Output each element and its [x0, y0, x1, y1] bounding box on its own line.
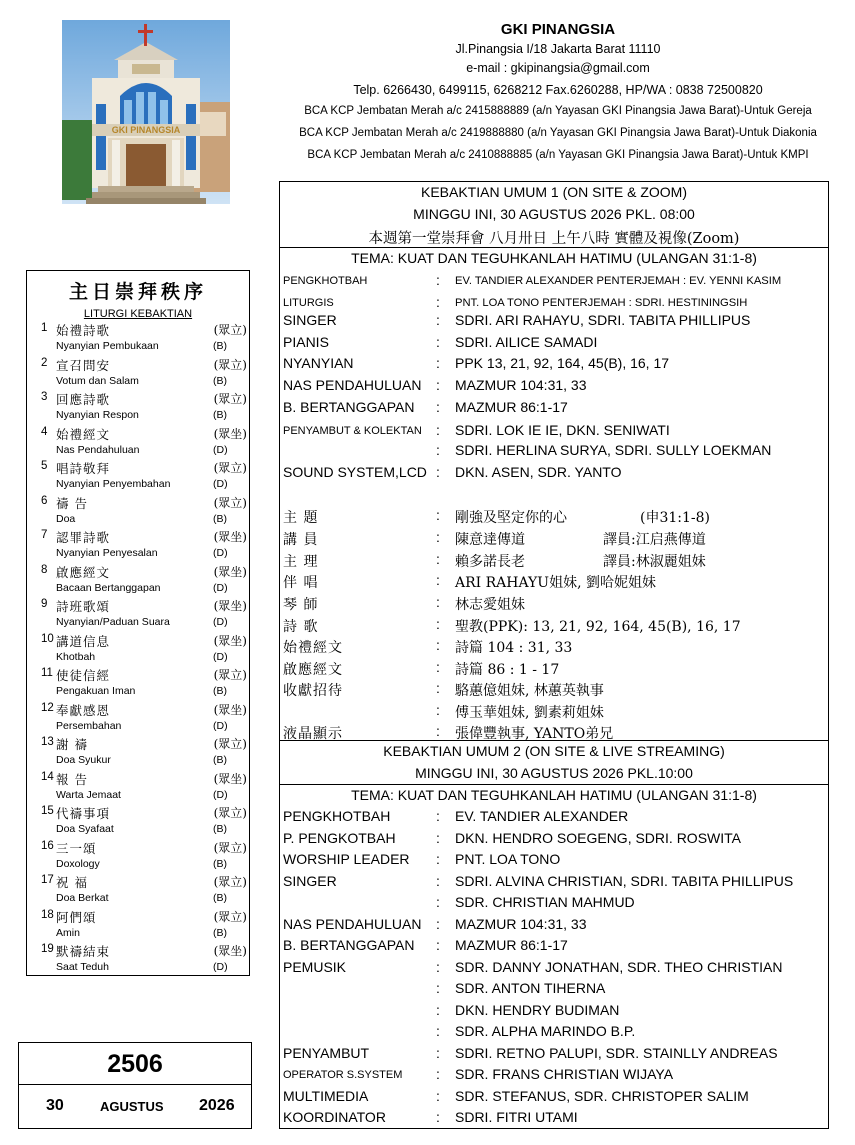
liturgy-item-number: 10: [41, 632, 54, 645]
bulletin-month: AGUSTUS: [100, 1099, 164, 1114]
liturgy-item-posture: (眾立): [213, 875, 247, 889]
liturgy-item-code: (D): [213, 478, 228, 490]
role-separator: :: [436, 959, 440, 975]
liturgy-item: [27, 528, 251, 563]
liturgy-item-posture: (眾立): [213, 392, 247, 406]
liturgy-item-code: (B): [213, 374, 227, 387]
role-separator: :: [436, 355, 440, 371]
role-separator: :: [436, 442, 440, 458]
role-value: SDRI. HERLINA SURYA, SDRI. SULLY LOEKMAN: [455, 442, 772, 458]
liturgy-item-number: 3: [41, 391, 48, 403]
role-row: [280, 422, 828, 443]
liturgy-item-chinese: 奉獻感恩: [56, 702, 111, 718]
role-value: SDRI. ARI RAHAYU, SDRI. TABITA PHILLIPUS: [455, 312, 751, 328]
liturgy-item-code: (D): [213, 547, 228, 559]
liturgy-item: [27, 597, 251, 632]
role-label: SINGER: [283, 312, 337, 328]
church-header: [278, 20, 838, 166]
role-separator: :: [436, 1045, 440, 1061]
liturgy-item-posture: (眾坐): [213, 530, 247, 544]
role-separator: :: [436, 702, 440, 718]
role-value: DKN. HENDRY BUDIMAN: [455, 1002, 620, 1018]
role-value: SDR. DANNY JONATHAN, SDR. THEO CHRISTIAN: [455, 959, 783, 975]
role-separator: :: [436, 551, 440, 567]
liturgy-item-indonesian: Amin: [56, 926, 80, 939]
liturgy-item-indonesian: Doa Syukur: [56, 754, 111, 766]
liturgy-item-indonesian: Saat Teduh: [56, 961, 109, 973]
role-value: 賴多諾長老: [455, 554, 525, 570]
role-separator: :: [436, 1109, 440, 1125]
bulletin-number: 2506: [19, 1043, 251, 1085]
role-separator: :: [436, 830, 440, 846]
liturgy-item-chinese: 回應詩歌: [56, 392, 111, 407]
role-row: [280, 680, 828, 701]
church-email: e-mail : gkipinangsia@gmail.com: [466, 61, 650, 75]
role-value: 林志愛姐妹: [455, 597, 525, 613]
role-label: PENYAMBUT & KOLEKTAN: [283, 425, 422, 437]
liturgy-item-number: 2: [41, 356, 48, 369]
role-label: P. PENGKOTBAH: [283, 830, 396, 846]
liturgy-item-chinese: 使徒信經: [56, 668, 111, 683]
liturgy-item: [27, 459, 251, 494]
service-schedule-panel: [279, 181, 829, 1129]
role-label: 琴 師: [283, 597, 319, 613]
liturgy-item-code: (D): [213, 650, 228, 663]
liturgy-item-posture: (眾坐): [213, 633, 247, 648]
liturgy-title: 主日崇拜秩序: [68, 281, 207, 303]
liturgy-item-code: (B): [213, 857, 227, 870]
role-label: NAS PENDAHULUAN: [283, 377, 422, 393]
role-row: [280, 1045, 828, 1066]
liturgy-item-code: (B): [213, 823, 227, 835]
role-row: [280, 702, 828, 723]
liturgy-item-indonesian: Pengakuan Iman: [56, 685, 136, 697]
church-address: Jl.Pinangsia I/18 Jakarta Barat 11110: [455, 42, 661, 56]
role-value: MAZMUR 104:31, 33: [455, 916, 587, 932]
liturgy-item-number: 4: [41, 425, 48, 438]
role-label: LITURGIS: [283, 297, 334, 309]
liturgy-item-indonesian: Khotbah: [56, 650, 96, 663]
liturgy-item-chinese: 報 告: [56, 771, 88, 787]
role-separator: :: [436, 1088, 440, 1104]
role-separator: :: [436, 399, 440, 415]
liturgy-item-number: 9: [41, 598, 48, 610]
role-separator: :: [436, 680, 440, 696]
liturgy-item: [27, 356, 251, 391]
liturgy-item-posture: (眾坐): [213, 564, 247, 579]
role-separator: :: [436, 1023, 440, 1039]
role-row: [280, 377, 828, 398]
role-value: SDRI. AILICE SAMADI: [455, 334, 598, 350]
liturgy-item-number: 16: [41, 839, 54, 852]
role-row: [280, 1109, 828, 1130]
liturgy-item-posture: (眾立): [213, 806, 247, 820]
liturgy-item-posture: (眾立): [213, 909, 247, 924]
role-row: [280, 851, 828, 872]
liturgy-subtitle: LITURGI KEBAKTIAN: [83, 308, 193, 320]
divider: [280, 784, 828, 785]
liturgy-item-code: (B): [213, 340, 227, 352]
liturgy-item-indonesian: Nyanyian Penyesalan: [56, 547, 158, 559]
bulletin-date: [19, 1085, 251, 1129]
role-separator: :: [436, 507, 440, 523]
role-label: B. BERTANGGAPAN: [283, 399, 415, 415]
liturgy-item-number: 17: [41, 874, 54, 886]
service1-datetime: MINGGU INI, 30 AGUSTUS 2026 PKL. 08:00: [413, 206, 695, 222]
role-row: [280, 507, 828, 528]
role-row: [280, 334, 828, 355]
liturgy-item-posture: (眾立): [213, 357, 247, 372]
role-row: [280, 916, 828, 937]
role-row: [280, 272, 828, 293]
liturgy-item-code: (B): [213, 754, 227, 766]
role-separator: :: [436, 464, 440, 480]
liturgy-item: [27, 942, 251, 977]
bank-line-gereja: BCA KCP Jembatan Merah a/c 2415888889 (a/n Yayasan GKI Pinangsia Jawa Barat)-Untuk Gereja: [304, 105, 812, 117]
role-separator: :: [436, 723, 440, 739]
liturgy-item-indonesian: Doa Berkat: [56, 892, 109, 904]
liturgy-item-number: 12: [41, 701, 54, 714]
role-extra: 譯員:江启燕傳道: [603, 532, 706, 548]
role-row: [280, 1066, 828, 1087]
liturgy-item-chinese: 阿們頌: [56, 909, 97, 925]
liturgy-item-number: 13: [41, 736, 54, 748]
liturgy-item: [27, 494, 251, 529]
bulletin-year: 2026: [199, 1097, 235, 1114]
role-value: 傅玉華姐妹, 劉素莉姐妹: [455, 705, 604, 721]
liturgy-item-number: 8: [41, 563, 48, 576]
service2-title: KEBAKTIAN UMUM 2 (ON SITE & LIVE STREAMING): [383, 743, 725, 759]
role-value: EV. TANDIER ALEXANDER PENTERJEMAH : EV. YENNI KASIM: [455, 275, 782, 287]
liturgy-item-code: (D): [213, 443, 228, 456]
liturgy-item-chinese: 認罪詩歌: [56, 530, 111, 545]
role-row: [280, 808, 828, 829]
liturgy-item: [27, 632, 251, 667]
service2-theme: TEMA: KUAT DAN TEGUHKANLAH HATIMU (ULANGAN 31:1-8): [351, 787, 757, 803]
liturgy-item: [27, 321, 251, 356]
liturgy-item-indonesian: Bacaan Bertanggapan: [56, 581, 161, 594]
role-row: [280, 616, 828, 637]
liturgy-item-posture: (眾立): [213, 461, 247, 475]
role-separator: :: [436, 659, 440, 675]
role-value: SDRI. ALVINA CHRISTIAN, SDRI. TABITA PHILLIPUS: [455, 873, 794, 889]
role-row: [280, 980, 828, 1001]
liturgy-item-chinese: 始禮詩歌: [56, 323, 111, 338]
role-separator: :: [436, 572, 440, 588]
role-label: 收獻招待: [283, 683, 343, 699]
liturgy-item-posture: (眾立): [213, 495, 247, 510]
role-label: NAS PENDAHULUAN: [283, 916, 422, 932]
role-separator: :: [436, 334, 440, 350]
role-value: 剛強及堅定你的心: [455, 510, 567, 526]
liturgy-item-indonesian: Nas Pendahuluan: [56, 443, 140, 456]
role-label: 主 題: [283, 510, 319, 526]
liturgy-item-code: (D): [213, 616, 228, 628]
church-building-image: [62, 20, 230, 204]
role-value: MAZMUR 104:31, 33: [455, 377, 587, 393]
role-row: [280, 637, 828, 658]
liturgy-item-number: 15: [41, 805, 54, 817]
liturgy-item-indonesian: Nyanyian Penyembahan: [56, 478, 171, 490]
role-label: NYANYIAN: [283, 355, 354, 371]
role-value: DKN. HENDRO SOEGENG, SDRI. ROSWITA: [455, 830, 741, 846]
role-value: SDR. FRANS CHRISTIAN WIJAYA: [455, 1066, 674, 1082]
liturgy-item-chinese: 始禮經文: [56, 426, 111, 442]
liturgy-item-code: (D): [213, 788, 228, 801]
liturgy-item-posture: (眾坐): [213, 702, 247, 717]
liturgy-item-code: (D): [213, 961, 228, 973]
liturgy-item-code: (B): [213, 926, 227, 939]
bank-line-diakonia: BCA KCP Jembatan Merah a/c 2419888880 (a/n Yayasan GKI Pinangsia Jawa Barat)-Untuk Diakonia: [299, 127, 817, 139]
liturgy-list: [27, 321, 251, 977]
bulletin-number-box: [18, 1042, 252, 1129]
role-separator: :: [436, 529, 440, 545]
liturgy-item-chinese: 唱詩敬拜: [56, 461, 111, 476]
role-row: [280, 659, 828, 680]
liturgy-item-chinese: 三一頌: [56, 840, 97, 856]
role-value: ARI RAHAYU姐妹, 劉哈妮姐妹: [455, 575, 656, 591]
role-row: [280, 873, 828, 894]
liturgy-item-number: 11: [41, 667, 53, 679]
role-row: [280, 551, 828, 572]
liturgy-item-code: (D): [213, 581, 228, 594]
role-separator: :: [436, 894, 440, 910]
role-label: 啟應經文: [283, 662, 343, 678]
liturgy-item-posture: (眾立): [213, 737, 247, 751]
role-value: SDR. ANTON TIHERNA: [455, 980, 606, 996]
role-row: [280, 529, 828, 550]
liturgy-item-indonesian: Persembahan: [56, 719, 122, 732]
role-value: DKN. ASEN, SDR. YANTO: [455, 464, 622, 480]
role-row: [280, 937, 828, 958]
role-value: 陳意達傳道: [455, 532, 525, 548]
role-row: [280, 464, 828, 485]
church-phone: Telp. 6266430, 6499115, 6268212 Fax.6260288, HP/WA : 0838 72500820: [353, 83, 763, 97]
church-name: GKI PINANGSIA: [500, 21, 616, 38]
role-separator: :: [436, 377, 440, 393]
role-row: [280, 830, 828, 851]
liturgy-item-chinese: 講道信息: [56, 633, 111, 649]
role-label: KOORDINATOR: [283, 1109, 386, 1125]
role-row: [280, 1023, 828, 1044]
liturgy-item: [27, 804, 251, 839]
role-separator: :: [436, 422, 440, 438]
church-sign: GKI PINANGSIA: [111, 125, 181, 135]
liturgy-item-number: 19: [41, 943, 54, 955]
liturgy-item-number: 1: [41, 322, 48, 334]
bulletin-day: 30: [46, 1097, 64, 1114]
role-row: [280, 594, 828, 615]
liturgy-item: [27, 839, 251, 874]
role-separator: :: [436, 851, 440, 867]
liturgy-item: [27, 563, 251, 598]
role-separator: :: [436, 1066, 440, 1082]
role-value: SDR. STEFANUS, SDR. CHRISTOPER SALIM: [455, 1088, 749, 1104]
service1-theme: TEMA: KUAT DAN TEGUHKANLAH HATIMU (ULANGAN 31:1-8): [351, 250, 757, 266]
liturgy-item-posture: (眾立): [213, 668, 247, 682]
liturgy-item-code: (B): [213, 892, 227, 904]
liturgy-item: [27, 425, 251, 460]
role-row: [280, 1002, 828, 1023]
liturgy-item-number: 6: [41, 494, 48, 507]
role-label: PENYAMBUT: [283, 1045, 370, 1061]
liturgy-item-number: 18: [41, 908, 54, 921]
liturgy-item: [27, 666, 251, 701]
liturgy-item-chinese: 祝 福: [56, 875, 88, 890]
service1-title: KEBAKTIAN UMUM 1 (ON SITE & ZOOM): [420, 184, 688, 200]
role-label: MULTIMEDIA: [283, 1088, 369, 1104]
liturgy-item-code: (D): [213, 719, 228, 732]
liturgy-item-chinese: 謝 禱: [56, 737, 88, 752]
role-separator: :: [436, 808, 440, 824]
role-separator: :: [436, 312, 440, 328]
role-label: PEMUSIK: [283, 959, 347, 975]
liturgy-item-indonesian: Doa Syafaat: [56, 823, 114, 835]
bank-line-kmpi: BCA KCP Jembatan Merah a/c 2410888885 (a/n Yayasan GKI Pinangsia Jawa Barat)-Untuk KMPI: [307, 149, 809, 161]
liturgy-item-posture: (眾立): [213, 323, 247, 337]
liturgy-item: [27, 735, 251, 770]
role-value: 聖教(PPK): 13, 21, 92, 164, 45(B), 16, 17: [455, 619, 741, 635]
role-label: B. BERTANGGAPAN: [283, 937, 415, 953]
divider: [280, 247, 828, 248]
liturgy-item-posture: (眾坐): [213, 426, 247, 441]
church-photo: [62, 20, 230, 204]
role-value: MAZMUR 86:1-17: [455, 937, 568, 953]
role-label: PENGKHOTBAH: [283, 808, 391, 824]
liturgy-item: [27, 390, 251, 425]
role-label: 液晶顯示: [283, 726, 343, 742]
role-row: [280, 312, 828, 333]
role-label: PIANIS: [283, 334, 329, 350]
role-separator: :: [436, 980, 440, 996]
liturgy-item-indonesian: Doa: [56, 512, 76, 525]
role-separator: :: [436, 873, 440, 889]
liturgy-item-indonesian: Nyanyian Respon: [56, 409, 139, 421]
role-label: 始禮經文: [283, 640, 343, 656]
role-extra: 譯員:林淑麗姐妹: [603, 554, 706, 570]
liturgy-item: [27, 908, 251, 943]
role-label: 主 理: [283, 554, 319, 570]
role-value: MAZMUR 86:1-17: [455, 399, 568, 415]
role-value: SDRI. FITRI UTAMI: [455, 1109, 578, 1125]
liturgy-item-indonesian: Nyanyian/Paduan Suara: [56, 616, 170, 628]
role-row: [280, 894, 828, 915]
role-row: [280, 959, 828, 980]
liturgy-item-code: (B): [213, 409, 227, 421]
liturgy-item-indonesian: Warta Jemaat: [56, 788, 121, 801]
role-label: SINGER: [283, 873, 337, 889]
liturgy-item-indonesian: Doxology: [56, 857, 100, 870]
role-label: 伴 唱: [283, 575, 319, 591]
role-row: [280, 1088, 828, 1109]
role-separator: :: [436, 616, 440, 632]
liturgy-item-chinese: 默禱結束: [56, 944, 111, 959]
liturgy-item-chinese: 宣召問安: [56, 357, 111, 373]
role-value: 駱蕙億姐妹, 林蕙英執事: [455, 683, 604, 699]
role-value: SDR. ALPHA MARINDO B.P.: [455, 1023, 636, 1039]
liturgy-item-code: (B): [213, 685, 227, 697]
role-value: PPK 13, 21, 92, 164, 45(B), 16, 17: [455, 355, 670, 371]
role-value: EV. TANDIER ALEXANDER: [455, 808, 629, 824]
role-separator: :: [436, 637, 440, 653]
service1-zh-line: 本週第一堂崇拜會 八月卅日 上午八時 實體及視像(Zoom): [368, 231, 740, 247]
role-label: PENGKHOTBAH: [283, 275, 368, 287]
role-separator: :: [436, 916, 440, 932]
role-row: [280, 399, 828, 420]
divider: [280, 740, 828, 741]
liturgy-item-indonesian: Nyanyian Pembukaan: [56, 340, 159, 352]
liturgy-item-number: 14: [41, 770, 54, 783]
role-value: PNT. LOA TONO: [455, 851, 561, 867]
role-value: SDR. CHRISTIAN MAHMUD: [455, 894, 635, 910]
role-value: SDRI. RETNO PALUPI, SDR. STAINLLY ANDREAS: [455, 1045, 778, 1061]
liturgy-panel: [26, 270, 250, 976]
liturgy-item-posture: (眾坐): [213, 771, 247, 786]
liturgy-item-chinese: 啟應經文: [56, 564, 111, 580]
role-row: [280, 572, 828, 593]
role-value: SDRI. LOK IE IE, DKN. SENIWATI: [455, 422, 670, 438]
liturgy-item-chinese: 詩班歌頌: [56, 599, 111, 614]
liturgy-item-posture: (眾坐): [213, 599, 247, 613]
role-label: 講 員: [283, 532, 319, 548]
service2-datetime: MINGGU INI, 30 AGUSTUS 2026 PKL.10:00: [415, 765, 693, 781]
role-separator: :: [436, 937, 440, 953]
role-value: 詩篇 104 : 31, 33: [455, 640, 573, 656]
role-value: 詩篇 86 : 1 - 17: [455, 662, 560, 678]
liturgy-item-chinese: 禱 告: [56, 495, 88, 511]
liturgy-item-indonesian: Votum dan Salam: [56, 374, 139, 387]
liturgy-item: [27, 701, 251, 736]
role-extra: (申31:1-8): [640, 510, 710, 526]
role-label: OPERATOR S.SYSTEM: [283, 1069, 403, 1081]
role-value: 張偉豐執事, YANTO弟兄: [455, 726, 614, 742]
role-value: PNT. LOA TONO PENTERJEMAH : SDRI. HESTININGSIH: [455, 297, 748, 309]
liturgy-item: [27, 873, 251, 908]
liturgy-item-number: 7: [41, 529, 48, 541]
role-row: [280, 355, 828, 376]
role-separator: :: [436, 294, 440, 310]
liturgy-item-code: (B): [213, 512, 227, 525]
liturgy-item-number: 5: [41, 460, 48, 472]
role-separator: :: [436, 1002, 440, 1018]
role-row: [280, 442, 828, 463]
liturgy-item-posture: (眾坐): [213, 944, 247, 958]
role-label: SOUND SYSTEM,LCD: [283, 464, 427, 480]
liturgy-item-chinese: 代禱事項: [56, 806, 111, 821]
role-label: WORSHIP LEADER: [283, 851, 410, 867]
role-label: 詩 歌: [283, 619, 319, 635]
liturgy-item: [27, 770, 251, 805]
liturgy-item-posture: (眾立): [213, 840, 247, 855]
role-separator: :: [436, 272, 440, 288]
role-separator: :: [436, 594, 440, 610]
